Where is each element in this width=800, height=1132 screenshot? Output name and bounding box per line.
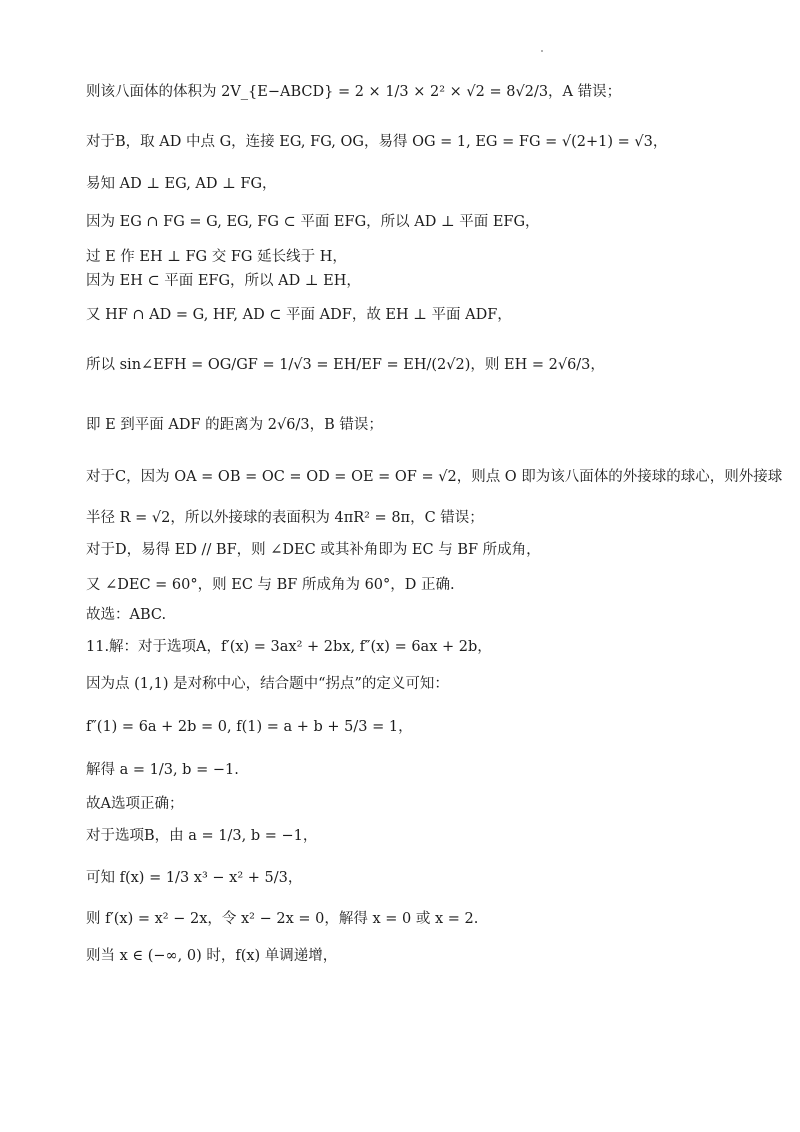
text-line-20: 对于选项B，由 a = 1/3, b = −1， bbox=[86, 828, 318, 844]
text-line-8: 所以 sin∠EFH = OG/GF = 1/√3 = EH/EF = EH/(2√2)，则 EH = 2√6/3， bbox=[86, 357, 605, 373]
scan-speck bbox=[541, 50, 543, 52]
text-line-7: 又 HF ∩ AD = G, HF, AD ⊂ 平面 ADF，故 EH ⊥ 平面 ADF， bbox=[86, 307, 512, 323]
text-line-18: 解得 a = 1/3, b = −1. bbox=[86, 762, 239, 778]
text-line-13: 又 ∠DEC = 60°，则 EC 与 BF 所成角为 60°，D 正确. bbox=[86, 577, 455, 593]
text-line-23: 则当 x ∈ (−∞, 0) 时，f(x) 单调递增， bbox=[86, 948, 338, 964]
text-line-1: 则该八面体的体积为 2V_{E−ABCD} = 2 × 1/3 × 2² × √2 = 8√2/3，A 错误； bbox=[86, 84, 622, 100]
text-line-16: 因为点 (1,1) 是对称中心，结合题中“拐点”的定义可知： bbox=[86, 676, 449, 692]
text-line-21: 可知 f(x) = 1/3 x³ − x² + 5/3， bbox=[86, 870, 303, 886]
text-line-3: 易知 AD ⊥ EG, AD ⊥ FG， bbox=[86, 176, 277, 192]
text-line-15: 11.解：对于选项A，f′(x) = 3ax² + 2bx, f″(x) = 6ax + 2b， bbox=[86, 639, 492, 655]
text-line-9: 即 E 到平面 ADF 的距离为 2√6/3，B 错误； bbox=[86, 417, 383, 433]
text-line-10: 对于C，因为 OA = OB = OC = OD = OE = OF = √2，则点 O 即为该八面体的外接球的球心，则外接球 bbox=[86, 469, 783, 485]
text-line-5: 过 E 作 EH ⊥ FG 交 FG 延长线于 H， bbox=[86, 249, 347, 265]
text-line-19: 故A选项正确； bbox=[86, 796, 184, 812]
text-line-4: 因为 EG ∩ FG = G, EG, FG ⊂ 平面 EFG，所以 AD ⊥ 平面 EFG， bbox=[86, 214, 540, 230]
text-line-14: 故选：ABC. bbox=[86, 607, 167, 623]
text-line-6: 因为 EH ⊂ 平面 EFG，所以 AD ⊥ EH， bbox=[86, 273, 361, 289]
text-line-11: 半径 R = √2，所以外接球的表面积为 4πR² = 8π，C 错误； bbox=[86, 510, 484, 526]
text-line-22: 则 f′(x) = x² − 2x，令 x² − 2x = 0，解得 x = 0 或 x = 2. bbox=[86, 911, 479, 927]
text-line-12: 对于D，易得 ED // BF，则 ∠DEC 或其补角即为 EC 与 BF 所成角， bbox=[86, 542, 541, 558]
text-line-2: 对于B，取 AD 中点 G，连接 EG, FG, OG，易得 OG = 1, EG = FG = √(2+1) = √3， bbox=[86, 134, 668, 150]
text-line-17: f″(1) = 6a + 2b = 0, f(1) = a + b + 5/3 = 1， bbox=[86, 719, 413, 735]
